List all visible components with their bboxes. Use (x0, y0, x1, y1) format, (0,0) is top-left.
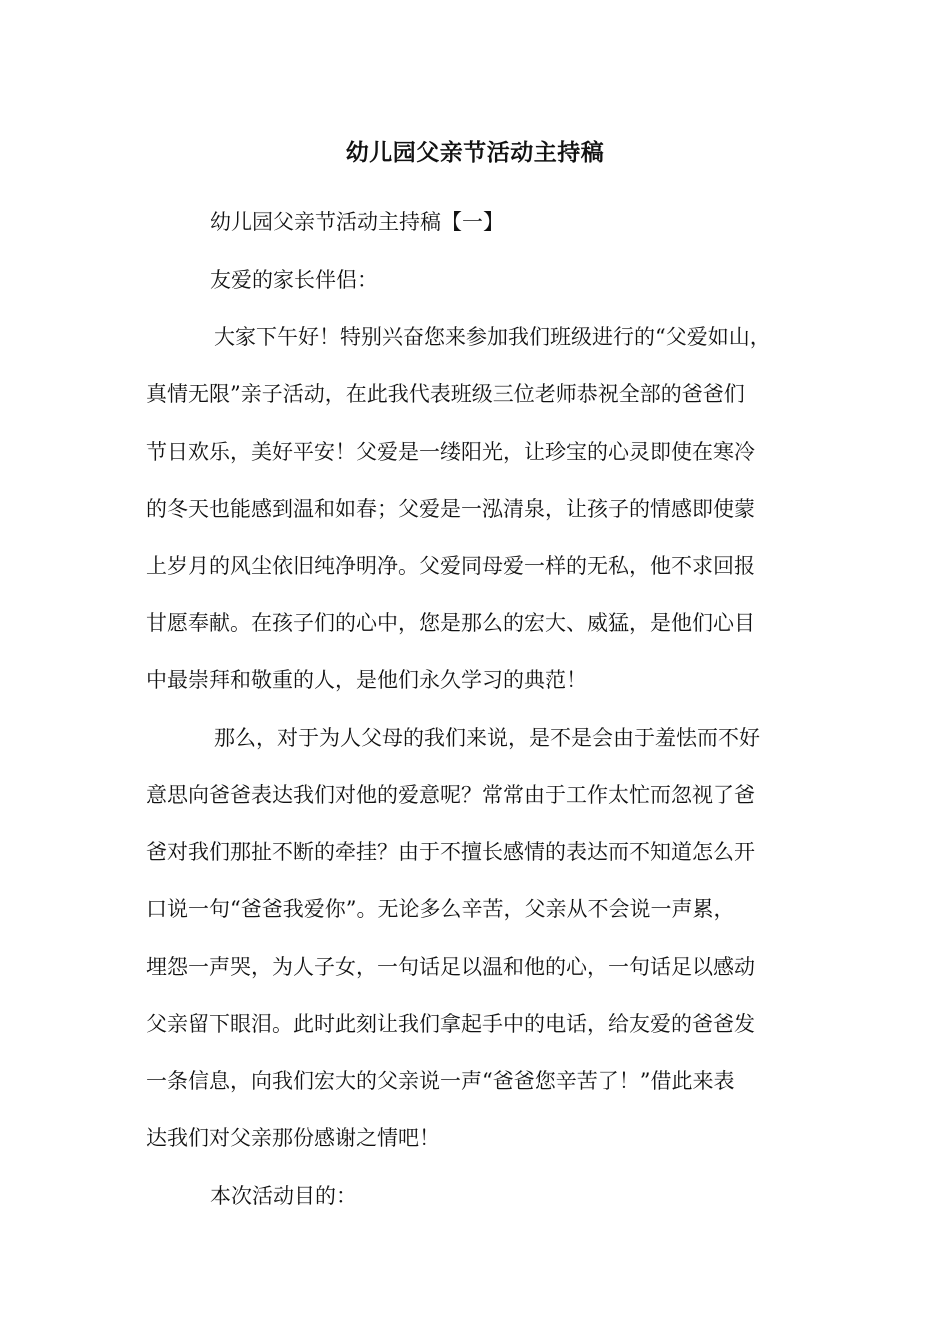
paragraph-line: 上岁月的风尘依旧纯净明净。父爱同母爱一样的无私，他不求回报 (146, 554, 755, 578)
paragraph-line: 甘愿奉献。在孩子们的心中，您是那么的宏大、威猛，是他们心目 (146, 611, 755, 635)
greeting: 友爱的家长伴侣： (210, 268, 378, 292)
section-heading: 本次活动目的： (210, 1184, 357, 1208)
paragraph-line: 那么，对于为人父母的我们来说，是不是会由于羞怯而不好 (214, 726, 760, 750)
paragraph-line: 父亲留下眼泪。此时此刻让我们拿起手中的电话，给友爱的爸爸发 (146, 1012, 755, 1036)
paragraph-line: 节日欢乐，美好平安！父爱是一缕阳光，让珍宝的心灵即使在寒冷 (146, 440, 755, 464)
paragraph-line: 中最崇拜和敬重的人，是他们永久学习的典范！ (146, 668, 587, 692)
paragraph-line: 一条信息，向我们宏大的父亲说一声“爸爸您辛苦了！”借此来表 (146, 1069, 735, 1093)
paragraph-line: 达我们对父亲那份感谢之情吧！ (146, 1126, 440, 1150)
paragraph-line: 口说一句“爸爸我爱你”。无论多么辛苦，父亲从不会说一声累， (146, 897, 735, 921)
paragraph-line: 的冬天也能感到温和如春；父爱是一泓清泉，让孩子的情感即使蒙 (146, 497, 755, 521)
paragraph-line: 爸对我们那扯不断的牵挂？由于不擅长感情的表达而不知道怎么开 (146, 840, 755, 864)
paragraph-line: 埋怨一声哭，为人子女，一句话足以温和他的心，一句话足以感动 (146, 955, 755, 979)
paragraph-line: 大家下午好！特别兴奋您来参加我们班级进行的“父爱如山， (214, 325, 771, 349)
paragraph-line: 意思向爸爸表达我们对他的爱意呢？常常由于工作太忙而忽视了爸 (146, 783, 755, 807)
paragraph-line: 真情无限”亲子活动，在此我代表班级三位老师恭祝全部的爸爸们 (146, 382, 745, 406)
document-title: 幼儿园父亲节活动主持稿 (345, 139, 605, 166)
section-subtitle: 幼儿园父亲节活动主持稿【一】 (210, 210, 504, 234)
